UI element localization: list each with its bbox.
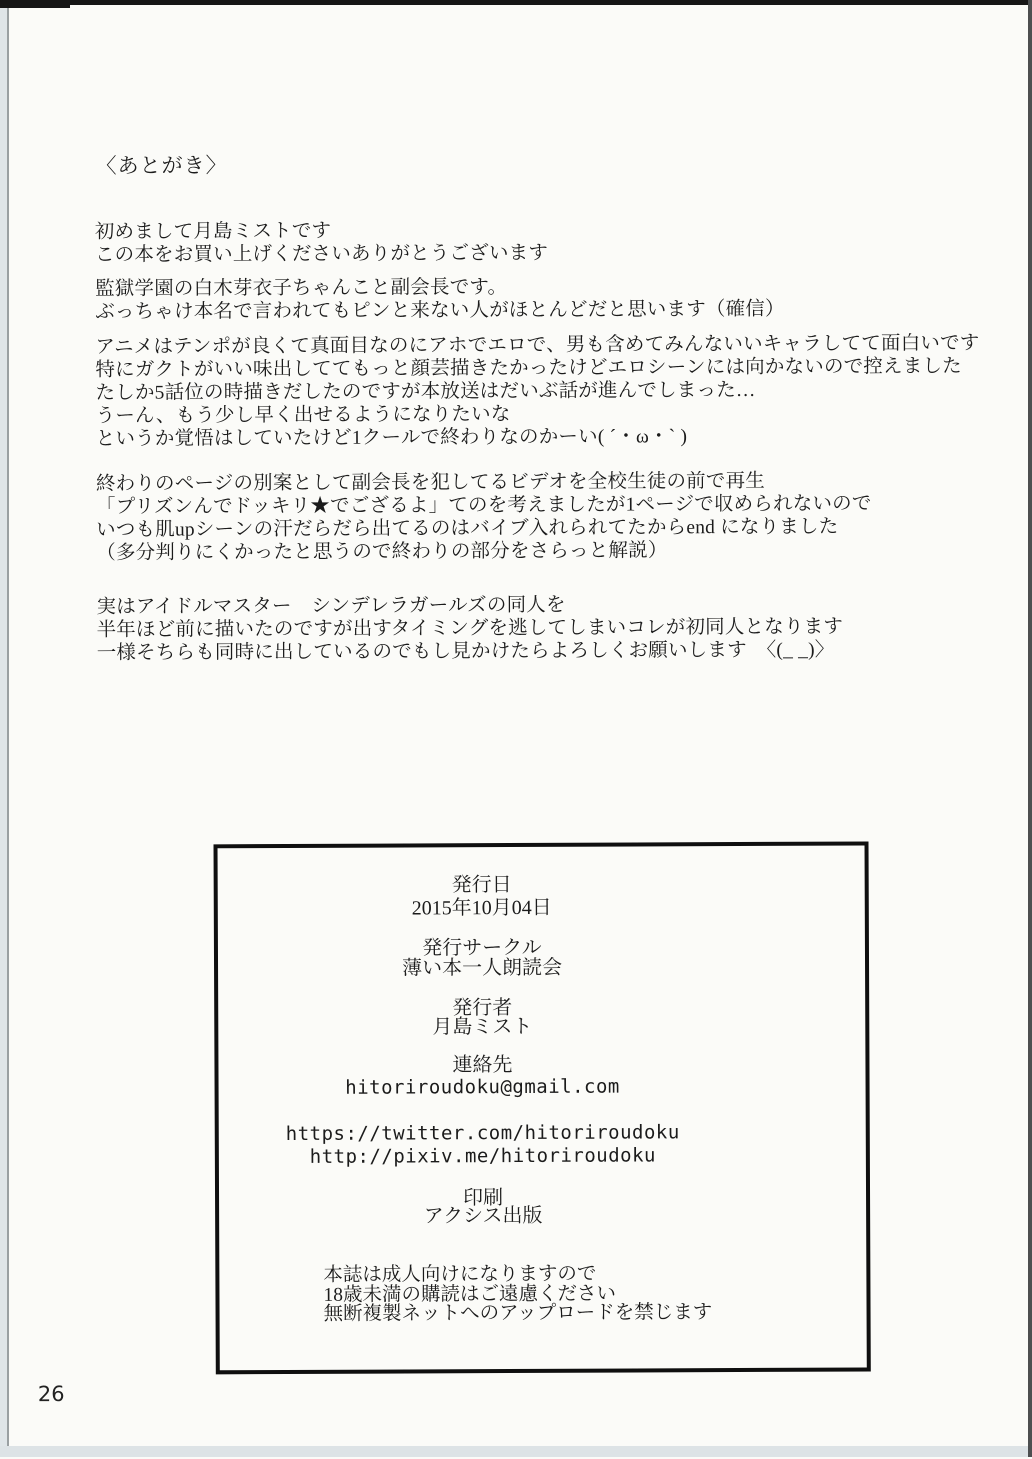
contact-label: 連絡先 bbox=[452, 1054, 513, 1077]
scan-bottom-edge bbox=[0, 1446, 1032, 1457]
other-doujin-paragraph: 実はアイドルマスター シンデレラガールズの同人を 半年ほど前に描いたのですが出すタイミングを逃してしまいコレが初同人となります 一様そちらも同時に出しているのでもし見かけたらよろしくお願いします 〈(_ _)〉 bbox=[96, 594, 844, 664]
printing-label: 印刷 bbox=[463, 1187, 504, 1210]
publisher-label: 発行者 bbox=[452, 997, 513, 1020]
publish-date-label: 発行日 bbox=[451, 874, 512, 897]
scan-right-edge bbox=[1028, 0, 1032, 1457]
pixiv-url: http://pixiv.me/hitoriroudoku bbox=[309, 1144, 657, 1168]
scan-top-edge-corner bbox=[0, 0, 70, 8]
ending-explanation-paragraph: 終わりのページの別案として副会長を犯してるビデオを全校生徒の前で再生 「プリズンんでドッキリ★でござるよ」てのを考えましたが1ページで収められないので いつも肌upシーンの汗だらだら出てるのはバイブ入れられてたからend になりました （多分判りにくかったと思うので終わりの部分をさらっと解説） bbox=[95, 470, 872, 564]
circle-label: 発行サークル bbox=[422, 936, 542, 960]
scan-left-edge-line bbox=[7, 0, 9, 1457]
circle-name: 薄い本一人朗読会 bbox=[401, 956, 563, 980]
scan-top-edge bbox=[0, 0, 1032, 5]
page-number: 26 bbox=[37, 1381, 65, 1407]
twitter-url: https://twitter.com/hitoriroudoku bbox=[285, 1121, 680, 1146]
anime-comment-paragraph: アニメはテンポが良くて真面目なのにアホでエロで、男も含めてみんないいキャラしてて面白いです 特にガクトがいい味出しててもっと顔芸描きたかったけどエロシーンには向かないので控えました たしか5話位の時描きだしたのですが本放送はだいぶ話が進んでしまった… うーん、もう少し早く出せるようになりたいな というか覚悟はしていたけど1クールで終わりなのかーい( ´・ω・` ) bbox=[95, 332, 980, 450]
contact-email: hitoriroudoku@gmail.com bbox=[345, 1075, 620, 1099]
colophon-box bbox=[214, 841, 871, 1374]
character-intro-paragraph: 監獄学園の白木芽衣子ちゃんこと副会長です。 ぶっちゃけ本名で言われてもピンと来ない人がほとんどだと思います（確信） bbox=[95, 277, 785, 323]
adult-content-notice: 本誌は成人向けになりますので 18歳未満の購読はご遠慮ください 無断複製ネットへのアップロードを禁じます bbox=[323, 1263, 713, 1325]
publish-date-value: 2015年10月04日 bbox=[411, 896, 552, 920]
printing-company: アクシス出版 bbox=[423, 1204, 543, 1228]
publisher-name: 月島ミスト bbox=[432, 1015, 533, 1039]
scan-left-edge bbox=[0, 0, 7, 1457]
afterword-heading: 〈あとがき〉 bbox=[95, 153, 228, 178]
greeting-paragraph: 初めまして月島ミストです この本をお買い上げくださいありがとうございます bbox=[94, 220, 549, 266]
